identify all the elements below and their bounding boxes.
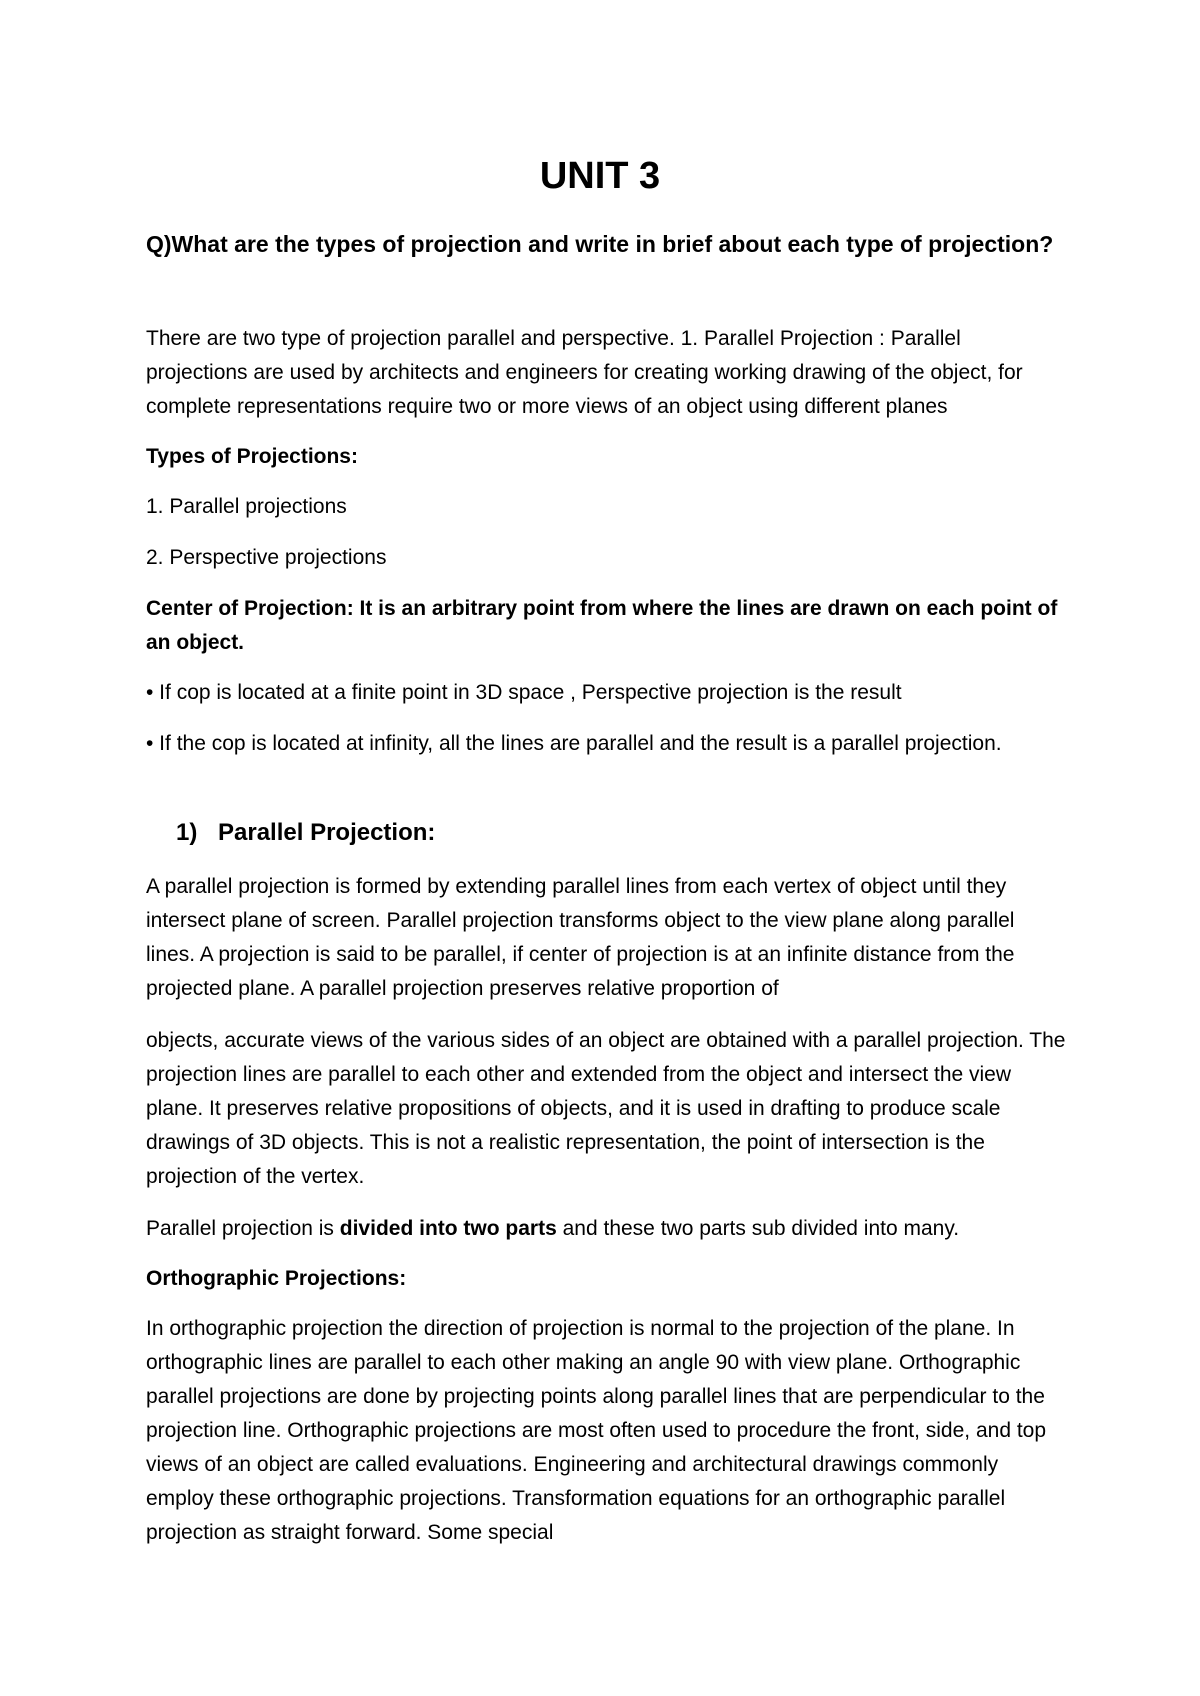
section-number: 1) xyxy=(176,819,198,846)
question-heading: Q)What are the types of projection and write in brief about each type of projection? xyxy=(146,231,1054,257)
page-title: UNIT 3 xyxy=(539,155,661,197)
divided-text-bold: divided into two parts xyxy=(339,1217,557,1240)
types-heading: Types of Projections: xyxy=(146,445,358,468)
divided-text-after: and these two parts sub divided into many. xyxy=(556,1217,960,1240)
parallel-paragraph-2: objects, accurate views of the various sides of an object are obtained with a parallel projection. The projection lines are parallel to each other and extended from the object and intersect the view plane. It preserves relative propositions of objects, and it is used in drafting to produce scale drawings of 3D objects. This is not a realistic representation, the point of intersection is the projection of the vertex. xyxy=(146,1029,1066,1188)
divided-paragraph xyxy=(146,1212,1066,1246)
divided-text-before: Parallel projection is xyxy=(146,1217,340,1240)
parallel-paragraph-1: A parallel projection is formed by extending parallel lines from each vertex of object until they intersect plane of screen. Parallel projection transforms object to the view plane along parallel lines. A projection is said to be parallel, if center of projection is at an infinite distance from the projected plane. A parallel projection preserves relative proportion of xyxy=(146,875,1015,1000)
bullet-infinite-cop: • If the cop is located at infinity, all the lines are parallel and the result is a parallel projection. xyxy=(146,732,1002,755)
orthographic-heading: Orthographic Projections: xyxy=(146,1267,407,1290)
intro-paragraph: There are two type of projection parallel and perspective. 1. Parallel Projection : Parallel projections are used by architects and engineers for creating working drawing of the object, for complete representations require two or more views of an object using different planes xyxy=(146,327,1023,418)
center-of-projection-text: Center of Projection: It is an arbitrary point from where the lines are drawn on each point of an object. xyxy=(146,597,1058,654)
section-title: Parallel Projection: xyxy=(218,819,436,846)
section-heading-parallel-projection xyxy=(176,816,435,850)
orthographic-paragraph: In orthographic projection the direction of projection is normal to the projection of the plane. In orthographic lines are parallel to each other making an angle 90 with view plane. Orthographic parallel projections are done by projecting points along parallel lines that are perpendicular to the projection line. Orthographic projections are most often used to procedure the front, side, and top views of an object are called evaluations. Engineering and architectural drawings commonly employ these orthographic projections. Transformation equations for an orthographic parallel projection as straight forward. Some special xyxy=(146,1317,1047,1544)
type-item-parallel: 1. Parallel projections xyxy=(146,495,347,518)
bullet-finite-cop: • If cop is located at a finite point in 3D space , Perspective projection is the result xyxy=(146,681,902,704)
type-item-perspective: 2. Perspective projections xyxy=(146,546,387,569)
